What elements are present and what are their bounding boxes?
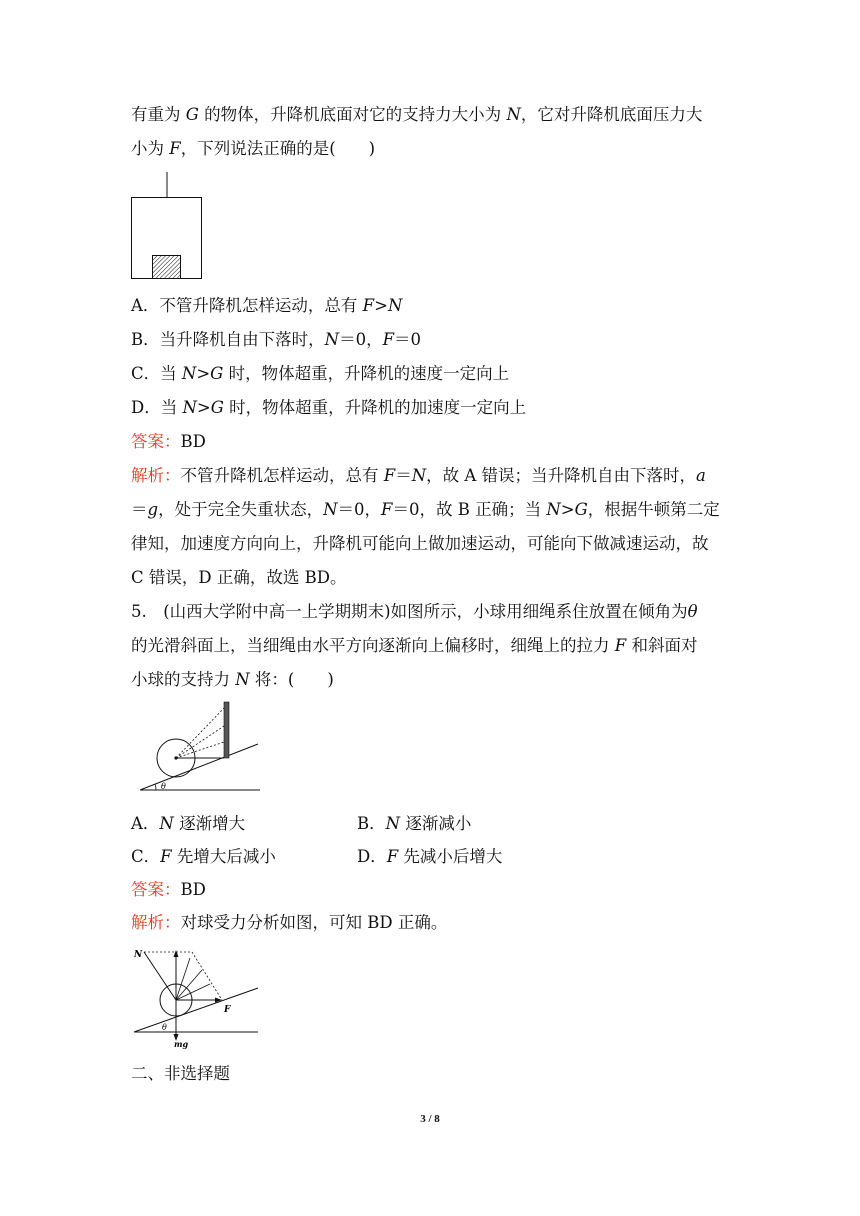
label-mg: mg — [174, 1039, 189, 1049]
q5-option-a: A．N 逐渐增大 — [131, 814, 246, 833]
label-N: N — [134, 950, 143, 960]
q4-stem-line2: 小为 F，下列说法正确的是( ) — [131, 139, 376, 158]
q5-analysis: 解析：对球受力分析如图，可知 BD 正确。 — [131, 913, 448, 932]
q4-analysis-line1: 解析：不管升降机怎样运动，总有 F＝N，故 A 错误；当升降机自由下落时，a — [131, 466, 706, 485]
q4-option-b: B．当升降机自由下落时，N＝0，F＝0 — [131, 330, 422, 349]
q5-stem-line3: 小球的支持力 N 将：( ) — [131, 670, 334, 689]
elevator-figure — [128, 170, 208, 282]
q4-option-c: C．当 N>G 时，物体超重，升降机的速度一定向上 — [131, 364, 510, 383]
wall — [224, 702, 229, 758]
q4-analysis-line3: 律知，加速度方向向上，升降机可能向上做加速运动，可能向下做减速运动，故 — [131, 534, 709, 553]
page-number: 3 / 8 — [420, 1113, 440, 1125]
q5-option-b: B．N 逐渐减小 — [357, 814, 472, 833]
block-object — [153, 256, 181, 279]
q4-stem-line1: 有重为 G 的物体，升降机底面对它的支持力大小为 N，它对升降机底面压力大 — [131, 105, 703, 124]
theta-label: θ — [161, 782, 166, 791]
q5-stem-line2: 的光滑斜面上，当细绳由水平方向逐渐向上偏移时，细绳上的拉力 F 和斜面对 — [131, 636, 698, 655]
q4-analysis-line4: C 错误，D 正确，故选 BD。 — [131, 568, 347, 587]
q5-option-c: C．F 先增大后减小 — [131, 847, 276, 866]
q5-answer: 答案：BD — [131, 880, 206, 899]
force-analysis-figure — [130, 942, 262, 1050]
q5-stem-line1: 5. (山西大学附中高一上学期期末)如图所示，小球用细绳系住放置在倾角为θ — [131, 602, 698, 621]
q4-option-d: D．当 N>G 时，物体超重，升降机的加速度一定向上 — [131, 398, 527, 417]
label-theta: θ — [162, 1023, 167, 1032]
section-heading-non-choice: 二、非选择题 — [131, 1064, 230, 1083]
q4-answer: 答案：BD — [131, 432, 206, 451]
q4-analysis-line2: ＝g，处于完全失重状态，N＝0，F＝0，故 B 正确；当 N>G，根据牛顿第二定 — [131, 500, 720, 519]
q5-option-d: D．F 先减小后增大 — [357, 847, 503, 866]
label-F: F — [224, 1005, 231, 1015]
incline-ball-figure — [136, 700, 262, 794]
q4-option-a: A．不管升降机怎样运动，总有 F>N — [131, 296, 403, 315]
